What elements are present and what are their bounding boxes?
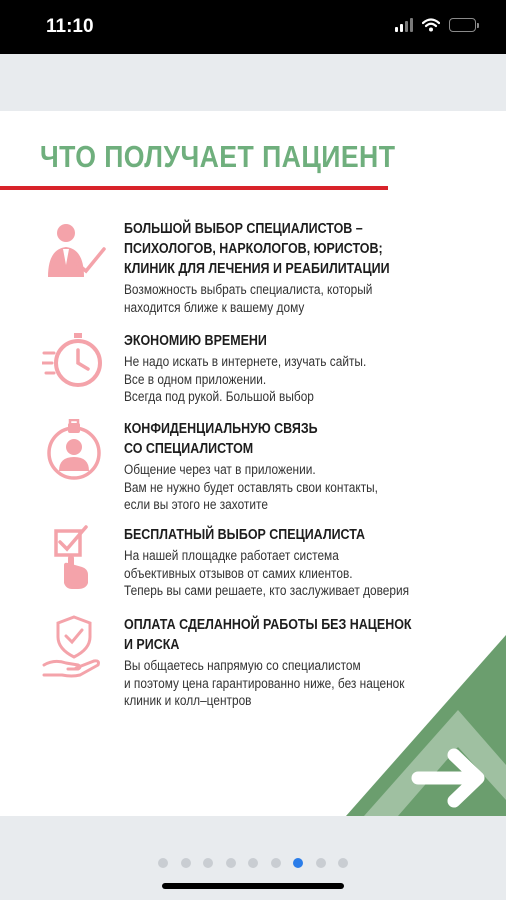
status-bar <box>0 0 506 54</box>
description-line: Возможность выбрать специалиста, который <box>124 282 373 297</box>
description-line: Всегда под рукой. Большой выбор <box>124 389 314 404</box>
next-slide-corner[interactable] <box>346 635 506 816</box>
description-line: Все в одном приложении. <box>124 371 267 387</box>
description-line: Теперь вы сами решаете, кто заслуживает доверия <box>124 583 410 598</box>
specialist-check-icon <box>42 219 106 283</box>
heading-line: ЭКОНОМИЮ ВРЕМЕНИ <box>124 333 267 349</box>
benefit-heading <box>124 525 494 545</box>
description-line: Не надо искать в интернете, изучать сайты. <box>124 354 367 369</box>
page-indicator <box>158 858 348 868</box>
confidential-user-lock-icon <box>42 419 106 483</box>
benefit-description <box>124 353 494 406</box>
heading-line: ОПЛАТА СДЕЛАННОЙ РАБОТЫ БЕЗ НАЦЕНОК <box>124 617 412 633</box>
description-line: и поэтому цена гарантированно ниже, без наценок <box>124 675 405 691</box>
onboarding-slide <box>0 111 506 816</box>
heading-line: СО СПЕЦИАЛИСТОМ <box>124 441 254 457</box>
benefit-description <box>124 461 494 514</box>
benefit-text <box>124 419 496 514</box>
page-dot-active[interactable] <box>293 858 303 868</box>
heading-line: ПСИХОЛОГОВ, НАРКОЛОГОВ, ЮРИСТОВ; <box>124 241 383 257</box>
benefit-text <box>124 331 496 406</box>
home-indicator[interactable] <box>162 883 344 889</box>
page-dot[interactable] <box>338 858 348 868</box>
stopwatch-icon <box>42 331 106 395</box>
benefit-description <box>124 281 494 316</box>
battery-icon <box>449 18 476 32</box>
heading-line: КЛИНИК ДЛЯ ЛЕЧЕНИЯ И РЕАБИЛИТАЦИИ <box>124 261 390 277</box>
page-dot[interactable] <box>316 858 326 868</box>
page-dot[interactable] <box>203 858 213 868</box>
description-line: Вам не нужно будет оставлять свои контакты, <box>124 479 378 495</box>
description-line: Общение через чат в приложении. <box>124 462 316 477</box>
page-dot[interactable] <box>226 858 236 868</box>
description-line: клиник и колл–центров <box>124 693 252 708</box>
title-underline <box>0 186 388 190</box>
heading-line: КОНФИДЕНЦИАЛЬНУЮ СВЯЗЬ <box>124 421 318 437</box>
hand-shield-icon <box>42 615 106 679</box>
page-dot[interactable] <box>158 858 168 868</box>
page-dot[interactable] <box>271 858 281 868</box>
description-line: если вы этого не захотите <box>124 497 268 512</box>
benefit-heading <box>124 219 494 279</box>
page-dot[interactable] <box>181 858 191 868</box>
status-icons <box>395 18 476 32</box>
heading-line: И РИСКА <box>124 637 180 653</box>
description-line: объективных отзывов от самих клиентов. <box>124 565 353 581</box>
hand-checkbox-icon <box>42 525 106 589</box>
benefit-text <box>124 219 496 316</box>
top-band <box>0 54 506 111</box>
benefit-description <box>124 547 494 600</box>
heading-line: БОЛЬШОЙ ВЫБОР СПЕЦИАЛИСТОВ – <box>124 221 363 237</box>
cellular-signal-icon <box>395 18 413 32</box>
description-line: На нашей площадке работает система <box>124 548 339 563</box>
benefit-heading <box>124 419 494 459</box>
description-line: находится ближе к вашему дому <box>124 299 305 315</box>
slide-title: ЧТО ПОЛУЧАЕТ ПАЦИЕНТ <box>40 139 396 174</box>
benefit-text <box>124 525 496 600</box>
page-dot[interactable] <box>248 858 258 868</box>
benefit-heading <box>124 331 494 351</box>
description-line: Вы общаетесь напрямую со специалистом <box>124 658 361 673</box>
status-time: 11:10 <box>46 16 94 37</box>
heading-line: БЕСПЛАТНЫЙ ВЫБОР СПЕЦИАЛИСТА <box>124 527 366 543</box>
wifi-icon <box>422 18 440 32</box>
